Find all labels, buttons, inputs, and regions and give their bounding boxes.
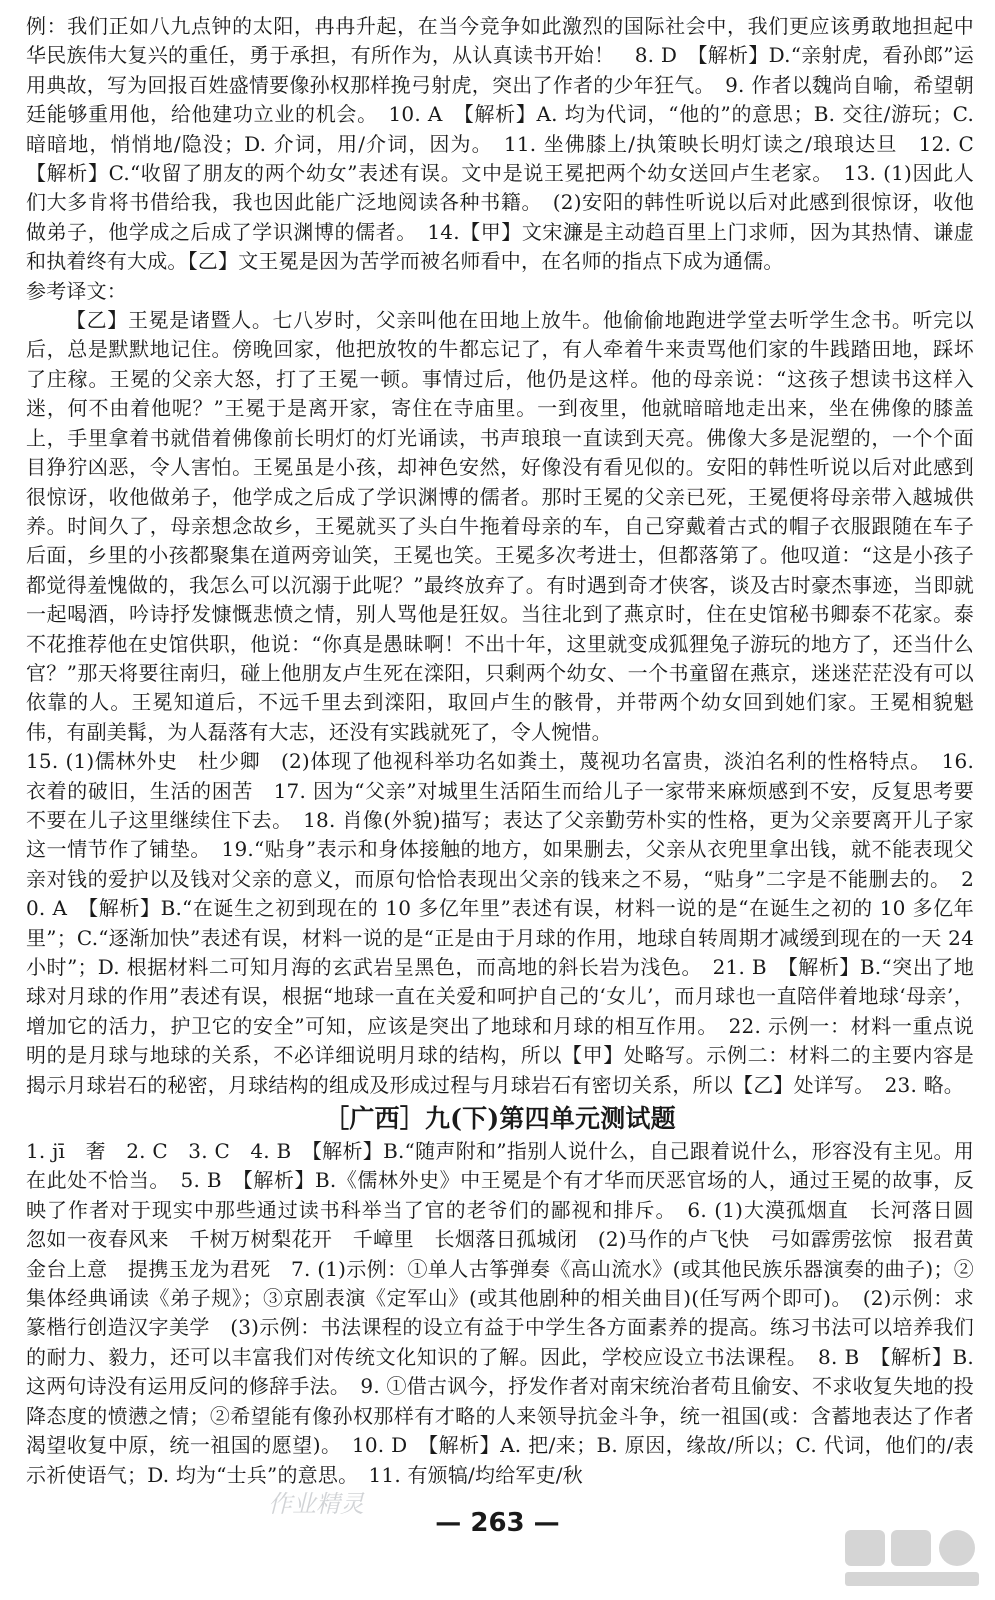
answer-content	[26, 12, 995, 1490]
answers-middle-block: 15. (1)儒林外史 杜少卿 (2)体现了他视科举功名如粪土，蔑视功名富贵，淡泊名利的性格特点。 16. 衣着的破旧，生活的困苦 17. 因为“父亲”对城里生活陌生而给儿子一家带来麻烦感到不安，反复思考要不要在儿子这里继续住下去。 18. 肖像(外貌)描写；表达了父亲勤劳朴实的性格，更为父亲要离开儿子家这一情节作了铺垫。 19.“贴身”表示和身体接触的地方，如果删去，父亲从衣兜里拿出钱，就不能表现父亲对钱的爱护以及钱对父亲的意义，而原句恰恰表现出父亲的钱来之不易，“贴身”二字是不能删去的。 20. A 【解析】B.“在诞生之初到现在的 10 多亿年里”表述有误，材料一说的是“在诞生之初的 10 多亿年里”；C.“逐渐加快”表述有误，材料一说的是“正是由于月球的作用，地球自转周期才减缓到现在的一天 24 小时”；D. 根据材料二可知月海的玄武岩呈黑色，而高地的斜长岩为浅色。 21. B 【解析】B.“突出了地球对月球的作用”表述有误，根据“地球一直在关爱和呵护自己的‘女儿’，而月球也一直陪伴着地球‘母亲’，增加它的活力，护卫它的安全”可知，应该是突出了地球和月球的相互作用。 22. 示例一：材料一重点说明的是月球与地球的关系，不必详细说明月球的结构，所以【甲】处略写。示例二：材料二的主要内容是揭示月球岩石的秘密，月球结构的组成及形成过程与月球岩石有密切关系，所以【乙】处详写。 23. 略。	[26, 749, 974, 1097]
section-title: ［广西］九(下)第四单元测试题	[324, 1104, 676, 1134]
answers-top-block: 例：我们正如八九点钟的太阳，冉冉升起，在当今竞争如此激烈的国际社会中，我们更应该勇敢地担起中华民族伟大复兴的重任，勇于承担，有所作为，从认真读书开始！ 8. D 【解析】D.“亲射虎，看孙郎”运用典故，写为回报百姓盛情要像孙权那样挽弓射虎，突出了作者的少年狂气。 9. 作者以魏尚自喻，希望朝廷能够重用他，给他建功立业的机会。 10. A 【解析】A. 均为代词，“他的”的意思；B. 交往/游玩；C. 暗暗地，悄悄地/隐没；D. 介词，用/介词，因为。 11. 坐佛膝上/执策映长明灯读之/琅琅达旦 12. C 【解析】C.“收留了朋友的两个幼女”表述有误。文中是说王冕把两个幼女送回卢生老家。 13. (1)因此人们大多肯将书借给我，我也因此能广泛地阅读各种书籍。 (2)安阳的韩性听说以后对此感到很惊讶，收他做弟子，他学成之后成了学识渊博的儒者。 14.【甲】文宋濂是主动趋百里上门求师，因为其热情、谦虚和执着终有大成。【乙】文王冕是因为苦学而被名师看中，在名师的指点下成为通儒。	[26, 14, 995, 274]
faint-stamp-text: 作业精灵	[268, 1490, 364, 1518]
site-logo-watermark-icon	[843, 1526, 981, 1590]
page-number: — 263 —	[435, 1508, 560, 1538]
translation-label: 参考译文：	[26, 278, 127, 303]
answers-bottom-block: 1. jī 奢 2. C 3. C 4. B 【解析】B.“随声附和”指别人说什么，自己跟着说什么，形容没有主见。用在此处不恰当。 5. B 【解析】B.《儒林外史》中王冕是个有才华而厌恶官场的人，通过王冕的故事，反映了作者对于现实中那些通过读书科举当了官的老爷们的鄙视和排斥。 6. (1)大漠孤烟直 长河落日圆 忽如一夜春风来 千树万树梨花开 千嶂里 长烟落日孤城闭 (2)马作的卢飞快 弓如霹雳弦惊 报君黄金台上意 提携玉龙为君死 7. (1)示例：①单人古筝弹奏《高山流水》(或其他民族乐器演奏的曲子)；②集体经典诵读《弟子规》；③京剧表演《定军山》(或其他剧种的相关曲目)(任写两个即可)。 (2)示例：求篆楷行创造汉字美学 (3)示例：书法课程的设立有益于中学生各方面素养的提高。练习书法可以培养我们的耐力、毅力，还可以丰富我们对传统文化知识的了解。因此，学校应设立书法课程。 8. B 【解析】B. 这两句诗没有运用反问的修辞手法。 9. ①借古讽今，抒发作者对南宋统治者苟且偷安、不求收复失地的投降态度的愤懑之情；②希望能有像孙权那样有才略的人来领导抗金斗争，统一祖国(或：含蓄地表达了作者渴望收复中原，统一祖国的愿望)。 10. D 【解析】A. 把/来；B. 原因，缘故/所以；C. 代词，他们的/表示祈使语气；D. 均为“士兵”的意思。 11. 有颁犒/均给军吏/秋	[26, 1139, 995, 1487]
translation-body: 【乙】王冕是诸暨人。七八岁时，父亲叫他在田地上放牛。他偷偷地跑进学堂去听学生念书。听完以后，总是默默地记住。傍晚回家，他把放牧的牛都忘记了，有人牵着牛来责骂他们家的牛践踏田地，踩坏了庄稼。王冕的父亲大怒，打了王冕一顿。事情过后，他仍是这样。他的母亲说：“这孩子想读书这样入迷，何不由着他呢？”王冕于是离开家，寄住在寺庙里。一到夜里，他就暗暗地走出来，坐在佛像的膝盖上，手里拿着书就借着佛像前长明灯的灯光诵读，书声琅琅一直读到天亮。佛像大多是泥塑的，一个个面目狰狞凶恶，令人害怕。王冕虽是小孩，却神色安然，好像没有看见似的。安阳的韩性听说以后对此感到很惊讶，收他做弟子，他学成之后成了学识渊博的儒者。那时王冕的父亲已死，王冕便将母亲带入越城供养。时间久了，母亲想念故乡，王冕就买了头白牛拖着母亲的车，自己穿戴着古式的帽子衣服跟随在车子后面，乡里的小孩都聚集在道两旁讪笑，王冕也笑。王冕多次考进士，但都落第了。他叹道：“这是小孩子都觉得羞愧做的，我怎么可以沉溺于此呢？”最终放弃了。有时遇到奇才侠客，谈及古时豪杰事迹，当即就一起喝酒，吟诗抒发慷慨悲愤之情，别人骂他是狂奴。当往北到了燕京时，住在史馆秘书卿泰不花家。泰不花推荐他在史馆供职，他说：“你真是愚昧啊！不出十年，这里就变成狐狸兔子游玩的地方了，还当什么官？”那天将要往南归，碰上他朋友卢生死在滦阳，只剩两个幼女、一个书童留在燕京，迷迷茫茫没有可以依靠的人。王冕知道后，不远千里去到滦阳，取回卢生的骸骨，并带两个幼女回到她们家。王冕相貌魁伟，有副美髯，为人磊落有大志，还没有实践就死了，令人惋惜。	[26, 308, 974, 744]
